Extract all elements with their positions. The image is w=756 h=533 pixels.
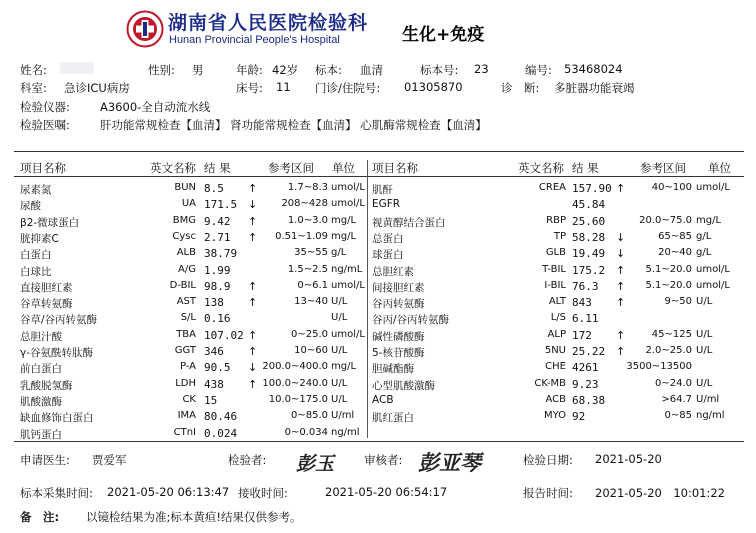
abnormal-flag: ↑ (248, 296, 258, 310)
clinic-label: 门诊/住院号: (315, 81, 381, 95)
test-name: 总胆红素 (372, 265, 414, 278)
requester-value: 贾爱军 (92, 453, 127, 467)
test-result: 6.11 (572, 312, 599, 326)
abnormal-flag: ↑ (248, 230, 258, 244)
header-en-right: 英文名称 (518, 161, 564, 175)
test-unit: U/ml (696, 393, 720, 405)
test-unit: g/L (331, 247, 347, 259)
test-code: L/S (550, 312, 566, 324)
test-code: ALT (548, 296, 566, 308)
test-result: 107.02 (204, 328, 244, 342)
test-name: 乳酸脱氢酶 (20, 379, 73, 392)
gender-value: 男 (192, 63, 204, 77)
receive-time-value: 2021-05-20 06:54:17 (325, 485, 448, 499)
test-result: 80.46 (204, 410, 238, 424)
reference-range: 208~428 (281, 198, 328, 210)
order-label: 检验医嘱: (20, 118, 70, 132)
test-result: 92 (572, 410, 586, 424)
test-code: AST (176, 296, 196, 308)
reference-range: 0~85.0 (290, 410, 328, 422)
reference-range: >64.7 (661, 393, 692, 405)
abnormal-flag: ↑ (616, 279, 626, 293)
reference-range: 0~0.034 (284, 426, 328, 438)
test-unit: umol/L (696, 182, 730, 193)
test-unit: g/L (696, 230, 712, 242)
abnormal-flag: ↑ (248, 214, 258, 228)
test-code: IMA (177, 410, 196, 422)
reference-range: 20.0~75.0 (639, 214, 692, 226)
test-unit: U/L (331, 312, 348, 324)
test-code: CK-MB (534, 377, 566, 389)
abnormal-flag: ↑ (616, 263, 626, 277)
header-name-right: 项目名称 (372, 161, 418, 175)
instrument-label: 检验仪器: (20, 100, 70, 114)
abnormal-flag: ↓ (616, 230, 626, 244)
test-result: 438 (204, 377, 224, 391)
abnormal-flag: ↓ (616, 247, 626, 261)
abnormal-flag: ↓ (248, 361, 258, 375)
bed-value: 11 (276, 80, 291, 94)
test-name: 胱抑素C (20, 232, 59, 245)
test-unit: umol/L (331, 328, 365, 340)
test-code: P-A (179, 361, 196, 373)
test-name: 碱性磷酸酶 (372, 330, 425, 343)
abnormal-flag: ↑ (616, 182, 626, 195)
test-name: 5-核苷酸酶 (372, 347, 425, 359)
test-name: 球蛋白 (372, 249, 404, 262)
test-result: 175.2 (572, 263, 606, 277)
test-code: I-BIL (544, 279, 566, 291)
test-code: Cysc (172, 230, 196, 242)
header-ref-left: 参考区间 (268, 161, 314, 175)
test-result: 68.38 (572, 393, 606, 407)
dept-label: 科室: (20, 81, 47, 95)
test-result: 45.84 (572, 198, 606, 212)
test-name: β2-微球蛋白 (20, 216, 80, 229)
test-unit: U/L (696, 296, 713, 308)
test-name: 尿酸 (20, 200, 41, 213)
table-bottom-border (14, 441, 744, 442)
remark-label: 备 注: (20, 510, 60, 524)
header-result-right: 结 果 (572, 161, 599, 175)
test-name: 间接胆红素 (372, 281, 425, 294)
test-unit: mg/L (696, 214, 722, 226)
test-name: 总胆汁酸 (20, 330, 62, 343)
test-result: 9.23 (572, 377, 599, 391)
test-unit: U/L (696, 328, 713, 340)
test-result: 157.90 (572, 182, 612, 195)
clinic-value: 01305870 (404, 80, 463, 94)
test-code: BUN (174, 182, 196, 193)
test-result: 98.9 (204, 279, 231, 293)
test-unit: ng/ml (331, 426, 360, 438)
test-result: 9.42 (204, 214, 231, 228)
test-name: 白蛋白 (20, 249, 52, 262)
test-name: 尿素氮 (20, 184, 52, 196)
order-value: 肝功能常规检查【血清】 肾功能常规检查【血清】 心肌酶常规检查【血清】 (100, 118, 487, 132)
test-result: 0.024 (204, 426, 238, 440)
test-result: 38.79 (204, 247, 238, 261)
test-result: 1.99 (204, 263, 231, 277)
bed-label: 床号: (236, 81, 263, 95)
test-unit: ng/mL (331, 263, 363, 275)
test-unit: U/L (696, 345, 713, 356)
test-code: ACB (545, 393, 566, 405)
test-unit: U/L (331, 377, 348, 389)
test-unit: umol/L (331, 182, 365, 193)
reference-range: 200.0~400.0 (262, 361, 328, 373)
test-result: 346 (204, 345, 224, 358)
test-result: 15 (204, 393, 218, 407)
test-code: T-BIL (542, 263, 566, 275)
reference-range: 5.1~20.0 (645, 279, 692, 291)
test-result: 843 (572, 296, 592, 310)
test-name: 心型肌酸激酶 (372, 379, 435, 392)
age-value: 42岁 (272, 63, 299, 77)
tester-signature: 彭玉 (296, 453, 335, 475)
test-unit: U/ml (331, 410, 355, 422)
reference-range: 1.5~2.5 (287, 263, 328, 275)
id-value: 53468024 (564, 62, 623, 76)
table-header-divider (14, 176, 744, 177)
check-date-label: 检验日期: (523, 453, 573, 467)
test-code: GLB (545, 247, 566, 259)
test-code: GGT (174, 345, 196, 356)
reference-range: 45~125 (651, 328, 692, 340)
header-en-left: 英文名称 (150, 161, 196, 175)
reference-range: 13~40 (294, 296, 328, 308)
test-unit: U/L (696, 377, 713, 389)
test-code: CK (182, 393, 196, 405)
reference-range: 0~25.0 (290, 328, 328, 340)
instrument-value: A3600-全自动流水线 (100, 100, 211, 114)
abnormal-flag: ↑ (248, 345, 258, 358)
reference-range: 0~6.1 (297, 279, 328, 291)
test-unit: ng/ml (696, 410, 725, 422)
test-code: ALP (547, 328, 566, 340)
report-time-value: 2021-05-20 10:01:22 (595, 486, 725, 500)
abnormal-flag: ↑ (248, 279, 258, 293)
header-ref-right: 参考区间 (640, 161, 686, 175)
reference-range: 0.51~1.09 (275, 230, 328, 242)
reviewer-label: 审核者: (364, 453, 403, 467)
reference-range: 1.7~8.3 (287, 182, 328, 193)
requester-label: 申请医生: (20, 453, 70, 467)
hospital-title: 湖南省人民医院检验科 (168, 12, 369, 34)
check-date-value: 2021-05-20 (595, 452, 662, 466)
test-name: EGFR (372, 198, 401, 211)
reference-range: 2.0~25.0 (645, 345, 692, 356)
test-code: ALB (176, 247, 196, 259)
test-name: 前白蛋白 (20, 363, 62, 376)
header-name-left: 项目名称 (20, 161, 66, 175)
remark-value: 以镜检结果为准;标本黄疸!结果仅供参考。 (86, 510, 302, 524)
test-code: CHE (545, 361, 566, 373)
test-name: 肌酐 (372, 184, 393, 196)
test-name: 直接胆红素 (20, 281, 73, 294)
test-name: 视黄醇结合蛋白 (372, 216, 446, 229)
header-unit-right: 单位 (708, 161, 731, 175)
report-time-label: 报告时间: (523, 486, 573, 500)
test-code: S/L (180, 312, 196, 324)
reference-range: 65~85 (658, 230, 692, 242)
test-code: CTnI (173, 426, 196, 438)
hospital-title-en: Hunan Provincial People's Hospital (169, 34, 340, 46)
test-name: 白球比 (20, 265, 52, 278)
name-label: 姓名: (20, 63, 47, 77)
specimen-no-label: 标本号: (420, 63, 459, 77)
reference-range: 40~100 (651, 182, 692, 193)
test-code: MYO (543, 410, 566, 422)
test-result: 25.22 (572, 345, 606, 358)
test-result: 76.3 (572, 279, 599, 293)
test-result: 58.28 (572, 230, 606, 244)
test-unit: U/L (331, 296, 348, 308)
gender-label: 性别: (148, 63, 175, 77)
diagnosis-label: 诊 断: (501, 81, 540, 95)
reference-range: 0~24.0 (654, 377, 692, 389)
test-name: 谷丙/谷丙转氨酶 (372, 314, 450, 327)
abnormal-flag: ↑ (248, 377, 258, 391)
test-name: 总蛋白 (372, 232, 404, 245)
receive-time-label: 接收时间: (238, 486, 288, 500)
test-code: TP (553, 230, 566, 242)
test-result: 90.5 (204, 361, 231, 375)
test-code: TBA (176, 328, 196, 340)
table-top-border (14, 151, 744, 152)
abnormal-flag: ↑ (616, 328, 626, 342)
test-unit: umol/L (696, 263, 730, 275)
specimen-no-value: 23 (474, 62, 489, 76)
test-code: UA (181, 198, 196, 210)
test-unit: mg/L (331, 361, 357, 373)
test-result: 138 (204, 296, 224, 310)
dept-value: 急诊ICU病房 (64, 81, 130, 95)
reference-range: 5.1~20.0 (645, 263, 692, 275)
test-result: 172 (572, 328, 592, 342)
test-name: 谷丙转氨酶 (372, 298, 425, 311)
test-name: γ-谷氨酰转肽酶 (20, 347, 94, 359)
abnormal-flag: ↑ (616, 296, 626, 310)
test-unit: umol/L (696, 279, 730, 291)
collect-time-value: 2021-05-20 06:13:47 (107, 485, 230, 499)
test-unit: g/L (696, 247, 712, 259)
test-code: D-BIL (169, 279, 196, 291)
test-unit: U/L (331, 345, 348, 356)
abnormal-flag: ↓ (248, 198, 258, 212)
test-unit: U/L (331, 393, 348, 405)
test-unit: mg/L (331, 214, 357, 226)
test-unit: umol/L (331, 279, 365, 291)
reference-range: 1.0~3.0 (287, 214, 328, 226)
test-name: 胆碱酯酶 (372, 363, 414, 376)
name-redacted (60, 62, 94, 74)
reference-range: 9~50 (664, 296, 692, 308)
test-code: 5NU (544, 345, 566, 356)
test-result: 25.60 (572, 214, 606, 228)
id-label: 编号: (525, 63, 552, 77)
specimen-value: 血清 (360, 63, 383, 77)
test-code: CREA (538, 182, 566, 193)
reference-range: 3500~13500 (626, 361, 692, 373)
diagnosis-value: 多脏器功能衰竭 (554, 81, 635, 95)
test-name: 缺血修饰白蛋白 (20, 412, 94, 425)
test-result: 8.5 (204, 182, 224, 195)
test-name: 肌酸激酶 (20, 395, 62, 408)
test-name: 肌红蛋白 (372, 412, 414, 425)
collect-time-label: 标本采集时间: (20, 486, 93, 500)
specimen-label: 标本: (315, 63, 342, 77)
test-result: 19.49 (572, 247, 606, 261)
reviewer-signature: 彭亚琴 (418, 450, 481, 475)
reference-range: 100.0~240.0 (262, 377, 328, 389)
test-name: 谷草转氨酶 (20, 298, 73, 311)
test-result: 4261 (572, 361, 599, 375)
abnormal-flag: ↑ (248, 182, 258, 195)
age-label: 年龄: (236, 63, 263, 77)
hospital-logo-icon (126, 10, 164, 48)
test-unit: umol/L (331, 198, 365, 210)
reference-range: 35~55 (294, 247, 328, 259)
abnormal-flag: ↑ (616, 345, 626, 358)
test-result: 171.5 (204, 198, 238, 212)
reference-range: 10.0~175.0 (268, 393, 328, 405)
test-name: 谷草/谷丙转氨酶 (20, 314, 98, 327)
header-result-left: 结 果 (204, 161, 231, 175)
test-code: LDH (175, 377, 196, 389)
test-unit: mg/L (331, 230, 357, 242)
test-result: 0.16 (204, 312, 231, 326)
reference-range: 0~85 (664, 410, 692, 422)
table-column-divider (367, 160, 368, 438)
reference-range: 20~40 (658, 247, 692, 259)
department-title: 生化+免疫 (402, 25, 485, 45)
test-name: ACB (372, 393, 394, 406)
reference-range: 10~60 (294, 345, 328, 356)
test-result: 2.71 (204, 230, 231, 244)
test-name: 肌钙蛋白 (20, 428, 62, 441)
tester-label: 检验者: (228, 453, 267, 467)
abnormal-flag: ↑ (248, 328, 258, 342)
test-code: A/G (178, 263, 196, 275)
test-code: BMG (172, 214, 196, 226)
test-code: RBP (546, 214, 566, 226)
header-unit-left: 单位 (332, 161, 355, 175)
